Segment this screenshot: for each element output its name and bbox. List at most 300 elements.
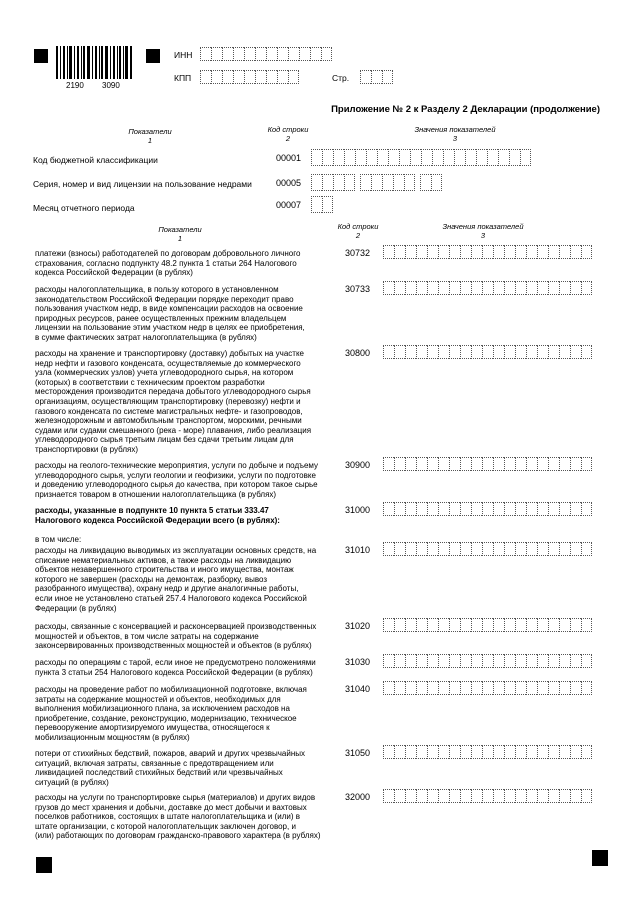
entry-cell[interactable] xyxy=(548,245,559,259)
entry-cell[interactable] xyxy=(405,245,416,259)
entry-cell[interactable] xyxy=(493,345,504,359)
entry-cell[interactable] xyxy=(570,745,581,759)
entry-cell[interactable] xyxy=(482,457,493,471)
entry-cell[interactable] xyxy=(410,149,421,166)
entry-cell[interactable] xyxy=(460,745,471,759)
entry-cell[interactable] xyxy=(438,654,449,668)
entry-cell[interactable] xyxy=(460,281,471,295)
entry-cell[interactable] xyxy=(431,174,442,191)
entry-cell[interactable] xyxy=(570,281,581,295)
entry-cell[interactable] xyxy=(222,47,233,61)
entry-cell[interactable] xyxy=(427,542,438,556)
entry-cell[interactable] xyxy=(427,457,438,471)
entry-cell[interactable] xyxy=(526,789,537,803)
entry-cell[interactable] xyxy=(515,502,526,516)
entry-cell[interactable] xyxy=(449,502,460,516)
row-code: 31010 xyxy=(345,545,371,555)
entry-cell[interactable] xyxy=(377,149,388,166)
entry-cell[interactable] xyxy=(366,149,377,166)
entry-cell[interactable] xyxy=(233,70,244,84)
entry-cell[interactable] xyxy=(581,745,592,759)
entry-cell[interactable] xyxy=(383,245,394,259)
entry-cell[interactable] xyxy=(548,457,559,471)
entry-cell[interactable] xyxy=(526,281,537,295)
entry-cell[interactable] xyxy=(526,681,537,695)
row-value-cells[interactable] xyxy=(383,345,592,359)
entry-cell[interactable] xyxy=(333,149,344,166)
entry-cell[interactable] xyxy=(383,789,394,803)
entry-cell[interactable] xyxy=(581,542,592,556)
entry-cell[interactable] xyxy=(394,281,405,295)
entry-cell[interactable] xyxy=(344,149,355,166)
row-label-line: расходы на ликвидацию выводимых из эксплуатации основных средств, на xyxy=(35,546,317,555)
entry-cell[interactable] xyxy=(333,174,344,191)
entry-cell[interactable] xyxy=(438,618,449,632)
entry-cell[interactable] xyxy=(416,681,427,695)
entry-cell[interactable] xyxy=(471,618,482,632)
entry-cell[interactable] xyxy=(493,245,504,259)
entry-cell[interactable] xyxy=(393,174,404,191)
entry-cell[interactable] xyxy=(460,457,471,471)
entry-cell[interactable] xyxy=(383,281,394,295)
entry-cell[interactable] xyxy=(526,618,537,632)
entry-cell[interactable] xyxy=(299,47,310,61)
entry-cell[interactable] xyxy=(277,47,288,61)
entry-cell[interactable] xyxy=(383,345,394,359)
entry-cell[interactable] xyxy=(449,542,460,556)
entry-cell[interactable] xyxy=(504,681,515,695)
entry-cell[interactable] xyxy=(233,47,244,61)
entry-cell[interactable] xyxy=(504,542,515,556)
row-label-line: (которых) в соответствии с техническим проектом разработки xyxy=(35,377,265,387)
entry-cell[interactable] xyxy=(471,745,482,759)
entry-cell[interactable] xyxy=(438,345,449,359)
entry-cell[interactable] xyxy=(200,70,211,84)
entry-cell[interactable] xyxy=(581,654,592,668)
entry-cell[interactable] xyxy=(416,789,427,803)
entry-cell[interactable] xyxy=(438,457,449,471)
entry-cell[interactable] xyxy=(471,502,482,516)
entry-cell[interactable] xyxy=(548,618,559,632)
entry-cell[interactable] xyxy=(548,654,559,668)
entry-cell[interactable] xyxy=(570,457,581,471)
entry-cell[interactable] xyxy=(394,345,405,359)
entry-cell[interactable] xyxy=(438,502,449,516)
entry-cell[interactable] xyxy=(504,618,515,632)
entry-cell[interactable] xyxy=(394,457,405,471)
entry-cell[interactable] xyxy=(394,542,405,556)
entry-cell[interactable] xyxy=(460,542,471,556)
entry-cell[interactable] xyxy=(471,789,482,803)
entry-cell[interactable] xyxy=(537,502,548,516)
entry-cell[interactable] xyxy=(559,618,570,632)
entry-cell[interactable] xyxy=(404,174,415,191)
entry-cell[interactable] xyxy=(266,70,277,84)
row-value-cells[interactable] xyxy=(383,542,592,556)
page-cells[interactable] xyxy=(360,70,393,84)
entry-cell[interactable] xyxy=(460,618,471,632)
entry-cell[interactable] xyxy=(526,542,537,556)
entry-cell[interactable] xyxy=(526,457,537,471)
entry-cell[interactable] xyxy=(394,502,405,516)
entry-cell[interactable] xyxy=(399,149,410,166)
entry-cell[interactable] xyxy=(427,502,438,516)
entry-cell[interactable] xyxy=(449,654,460,668)
entry-cell[interactable] xyxy=(498,149,509,166)
entry-cell[interactable] xyxy=(515,681,526,695)
row-label-line: транспортировки (в рублях) xyxy=(35,444,138,454)
entry-cell[interactable] xyxy=(394,745,405,759)
entry-cell[interactable] xyxy=(559,345,570,359)
entry-cell[interactable] xyxy=(443,149,454,166)
entry-cell[interactable] xyxy=(515,245,526,259)
entry-cell[interactable] xyxy=(416,654,427,668)
entry-cell[interactable] xyxy=(515,745,526,759)
row-label-line: (или) работающих по договорам гражданско-правового характера (в рублях) xyxy=(35,831,321,841)
entry-cell[interactable] xyxy=(526,245,537,259)
entry-cell[interactable] xyxy=(504,245,515,259)
entry-cell[interactable] xyxy=(405,618,416,632)
row-label-line: железнодорожным и автомобильным транспортом, морскими, речными xyxy=(35,416,302,426)
row-value-cells[interactable] xyxy=(383,281,592,295)
entry-cell[interactable] xyxy=(482,681,493,695)
row-label-line: расходы на проведение работ по мобилизационной подготовке, включая xyxy=(35,685,307,694)
entry-cell[interactable] xyxy=(449,245,460,259)
entry-cell[interactable] xyxy=(405,542,416,556)
entry-cell[interactable] xyxy=(322,149,333,166)
entry-cell[interactable] xyxy=(504,654,515,668)
entry-cell[interactable] xyxy=(548,745,559,759)
entry-cell[interactable] xyxy=(427,789,438,803)
entry-cell[interactable] xyxy=(570,681,581,695)
kpp-label: КПП xyxy=(174,73,192,83)
entry-cell[interactable] xyxy=(427,345,438,359)
entry-cell[interactable] xyxy=(394,654,405,668)
entry-cell[interactable] xyxy=(493,542,504,556)
entry-cell[interactable] xyxy=(471,542,482,556)
entry-cell[interactable] xyxy=(371,174,382,191)
entry-cell[interactable] xyxy=(405,654,416,668)
row-value-cells[interactable] xyxy=(383,789,592,803)
entry-cell[interactable] xyxy=(405,457,416,471)
entry-cell[interactable] xyxy=(449,281,460,295)
entry-cell[interactable] xyxy=(482,281,493,295)
entry-cell[interactable] xyxy=(383,618,394,632)
entry-cell[interactable] xyxy=(559,542,570,556)
kbk-cells[interactable] xyxy=(311,149,531,166)
entry-cell[interactable] xyxy=(211,70,222,84)
entry-cell[interactable] xyxy=(537,542,548,556)
entry-cell[interactable] xyxy=(405,745,416,759)
entry-cell[interactable] xyxy=(482,654,493,668)
entry-cell[interactable] xyxy=(465,149,476,166)
entry-cell[interactable] xyxy=(266,47,277,61)
entry-cell[interactable] xyxy=(438,542,449,556)
entry-cell[interactable] xyxy=(515,654,526,668)
entry-cell[interactable] xyxy=(581,245,592,259)
entry-cell[interactable] xyxy=(427,745,438,759)
entry-cell[interactable] xyxy=(515,457,526,471)
entry-cell[interactable] xyxy=(405,502,416,516)
inn-cells[interactable] xyxy=(200,47,332,61)
entry-cell[interactable] xyxy=(493,457,504,471)
entry-cell[interactable] xyxy=(460,245,471,259)
entry-cell[interactable] xyxy=(322,196,333,213)
row-value-cells[interactable] xyxy=(383,245,592,259)
entry-cell[interactable] xyxy=(537,789,548,803)
entry-cell[interactable] xyxy=(449,618,460,632)
entry-cell[interactable] xyxy=(581,281,592,295)
entry-cell[interactable] xyxy=(416,345,427,359)
entry-cell[interactable] xyxy=(537,681,548,695)
entry-cell[interactable] xyxy=(537,245,548,259)
entry-cell[interactable] xyxy=(570,654,581,668)
entry-cell[interactable] xyxy=(438,745,449,759)
entry-cell[interactable] xyxy=(288,70,299,84)
entry-cell[interactable] xyxy=(394,618,405,632)
entry-cell[interactable] xyxy=(200,47,211,61)
entry-cell[interactable] xyxy=(559,745,570,759)
entry-cell[interactable] xyxy=(360,70,371,84)
kpp-cells[interactable] xyxy=(200,70,299,84)
entry-cell[interactable] xyxy=(559,245,570,259)
entry-cell[interactable] xyxy=(482,245,493,259)
entry-cell[interactable] xyxy=(388,149,399,166)
entry-cell[interactable] xyxy=(504,457,515,471)
entry-cell[interactable] xyxy=(537,457,548,471)
entry-cell[interactable] xyxy=(482,542,493,556)
entry-cell[interactable] xyxy=(394,245,405,259)
entry-cell[interactable] xyxy=(416,245,427,259)
entry-cell[interactable] xyxy=(416,502,427,516)
entry-cell[interactable] xyxy=(360,174,371,191)
entry-cell[interactable] xyxy=(416,745,427,759)
entry-cell[interactable] xyxy=(371,70,382,84)
entry-cell[interactable] xyxy=(311,149,322,166)
entry-cell[interactable] xyxy=(416,457,427,471)
entry-cell[interactable] xyxy=(427,618,438,632)
entry-cell[interactable] xyxy=(526,345,537,359)
entry-cell[interactable] xyxy=(537,345,548,359)
entry-cell[interactable] xyxy=(548,281,559,295)
entry-cell[interactable] xyxy=(493,618,504,632)
entry-cell[interactable] xyxy=(471,457,482,471)
entry-cell[interactable] xyxy=(482,789,493,803)
entry-cell[interactable] xyxy=(537,281,548,295)
entry-cell[interactable] xyxy=(460,789,471,803)
entry-cell[interactable] xyxy=(482,345,493,359)
entry-cell[interactable] xyxy=(416,618,427,632)
entry-cell[interactable] xyxy=(559,281,570,295)
entry-cell[interactable] xyxy=(504,502,515,516)
entry-cell[interactable] xyxy=(471,281,482,295)
entry-cell[interactable] xyxy=(432,149,443,166)
entry-cell[interactable] xyxy=(537,745,548,759)
entry-cell[interactable] xyxy=(438,281,449,295)
month-cells[interactable] xyxy=(311,196,333,213)
entry-cell[interactable] xyxy=(548,502,559,516)
entry-cell[interactable] xyxy=(526,654,537,668)
entry-cell[interactable] xyxy=(427,245,438,259)
entry-cell[interactable] xyxy=(482,502,493,516)
entry-cell[interactable] xyxy=(471,245,482,259)
entry-cell[interactable] xyxy=(382,174,393,191)
entry-cell[interactable] xyxy=(421,149,432,166)
entry-cell[interactable] xyxy=(559,654,570,668)
license-cells-row[interactable] xyxy=(311,174,447,191)
entry-cell[interactable] xyxy=(559,457,570,471)
entry-cell[interactable] xyxy=(427,681,438,695)
row-label xyxy=(35,285,335,343)
entry-cell[interactable] xyxy=(537,654,548,668)
entry-cell[interactable] xyxy=(471,681,482,695)
entry-cell[interactable] xyxy=(471,654,482,668)
entry-cell[interactable] xyxy=(548,345,559,359)
entry-cell[interactable] xyxy=(493,502,504,516)
entry-cell[interactable] xyxy=(244,70,255,84)
entry-cell[interactable] xyxy=(211,47,222,61)
entry-cell[interactable] xyxy=(322,174,333,191)
entry-cell[interactable] xyxy=(526,745,537,759)
entry-cell[interactable] xyxy=(277,70,288,84)
entry-cell[interactable] xyxy=(504,745,515,759)
entry-cell[interactable] xyxy=(460,681,471,695)
entry-cell[interactable] xyxy=(438,681,449,695)
entry-cell[interactable] xyxy=(405,345,416,359)
entry-cell[interactable] xyxy=(438,245,449,259)
entry-cell[interactable] xyxy=(471,345,482,359)
entry-cell[interactable] xyxy=(493,789,504,803)
entry-cell[interactable] xyxy=(449,457,460,471)
entry-cell[interactable] xyxy=(559,502,570,516)
entry-cell[interactable] xyxy=(581,681,592,695)
entry-cell[interactable] xyxy=(504,789,515,803)
entry-cell[interactable] xyxy=(460,345,471,359)
entry-cell[interactable] xyxy=(581,618,592,632)
entry-cell[interactable] xyxy=(449,345,460,359)
entry-cell[interactable] xyxy=(420,174,431,191)
entry-cell[interactable] xyxy=(559,681,570,695)
row-code: 31050 xyxy=(345,748,371,758)
entry-cell[interactable] xyxy=(383,542,394,556)
entry-cell[interactable] xyxy=(427,281,438,295)
entry-cell[interactable] xyxy=(570,245,581,259)
page-title: Приложение № 2 к Разделу 2 Декларации (продолжение) xyxy=(331,104,600,115)
entry-cell[interactable] xyxy=(504,345,515,359)
row-label-line: ситуаций, включая затраты, связанные с предотвращением или xyxy=(35,758,274,768)
entry-cell[interactable] xyxy=(548,542,559,556)
entry-cell[interactable] xyxy=(537,618,548,632)
row-value-cells[interactable] xyxy=(383,745,592,759)
entry-cell[interactable] xyxy=(244,47,255,61)
entry-cell[interactable] xyxy=(581,789,592,803)
entry-cell[interactable] xyxy=(394,789,405,803)
entry-cell[interactable] xyxy=(383,681,394,695)
entry-cell[interactable] xyxy=(482,618,493,632)
row-value-cells[interactable] xyxy=(383,654,592,668)
entry-cell[interactable] xyxy=(344,174,355,191)
entry-cell[interactable] xyxy=(382,70,393,84)
entry-cell[interactable] xyxy=(559,789,570,803)
entry-cell[interactable] xyxy=(570,502,581,516)
entry-cell[interactable] xyxy=(570,789,581,803)
entry-cell[interactable] xyxy=(438,789,449,803)
entry-cell[interactable] xyxy=(405,681,416,695)
entry-cell[interactable] xyxy=(355,149,366,166)
entry-cell[interactable] xyxy=(515,542,526,556)
entry-cell[interactable] xyxy=(416,542,427,556)
row-value-cells[interactable] xyxy=(383,502,592,516)
entry-cell[interactable] xyxy=(394,681,405,695)
row-value-cells[interactable] xyxy=(383,618,592,632)
entry-cell[interactable] xyxy=(310,47,321,61)
entry-cell[interactable] xyxy=(449,745,460,759)
entry-cell[interactable] xyxy=(581,457,592,471)
entry-cell[interactable] xyxy=(383,745,394,759)
entry-cell[interactable] xyxy=(526,502,537,516)
row-label-line: пользования участком недр, в виде компенсации расходов на освоение xyxy=(35,304,303,314)
entry-cell[interactable] xyxy=(449,789,460,803)
entry-cell[interactable] xyxy=(493,654,504,668)
entry-cell[interactable] xyxy=(515,345,526,359)
entry-cell[interactable] xyxy=(311,196,322,213)
entry-cell[interactable] xyxy=(405,789,416,803)
entry-cell[interactable] xyxy=(222,70,233,84)
entry-cell[interactable] xyxy=(255,70,266,84)
corner-marker-bottom-right xyxy=(592,850,608,866)
entry-cell[interactable] xyxy=(581,345,592,359)
entry-cell[interactable] xyxy=(570,618,581,632)
entry-cell[interactable] xyxy=(548,789,559,803)
entry-cell[interactable] xyxy=(255,47,266,61)
entry-cell[interactable] xyxy=(460,654,471,668)
entry-cell[interactable] xyxy=(416,281,427,295)
entry-cell[interactable] xyxy=(383,502,394,516)
entry-cell[interactable] xyxy=(460,502,471,516)
entry-cell[interactable] xyxy=(581,502,592,516)
row-label xyxy=(35,658,335,677)
entry-cell[interactable] xyxy=(515,618,526,632)
entry-cell[interactable] xyxy=(493,745,504,759)
entry-cell[interactable] xyxy=(449,681,460,695)
entry-cell[interactable] xyxy=(311,174,322,191)
row-value-cells[interactable] xyxy=(383,457,592,471)
entry-cell[interactable] xyxy=(454,149,465,166)
entry-cell[interactable] xyxy=(476,149,487,166)
entry-cell[interactable] xyxy=(383,654,394,668)
entry-cell[interactable] xyxy=(504,281,515,295)
row-label xyxy=(35,506,335,525)
entry-cell[interactable] xyxy=(548,681,559,695)
entry-cell[interactable] xyxy=(493,281,504,295)
entry-cell[interactable] xyxy=(515,281,526,295)
entry-cell[interactable] xyxy=(405,281,416,295)
entry-cell[interactable] xyxy=(570,542,581,556)
entry-cell[interactable] xyxy=(487,149,498,166)
entry-cell[interactable] xyxy=(515,789,526,803)
entry-cell[interactable] xyxy=(321,47,332,61)
row-label-line: разобранного имущества), охрану недр и другие аналогичные работы, xyxy=(35,584,299,594)
entry-cell[interactable] xyxy=(570,345,581,359)
entry-cell[interactable] xyxy=(383,457,394,471)
entry-cell[interactable] xyxy=(427,654,438,668)
entry-cell[interactable] xyxy=(288,47,299,61)
entry-cell[interactable] xyxy=(509,149,520,166)
entry-cell[interactable] xyxy=(482,745,493,759)
entry-cell[interactable] xyxy=(520,149,531,166)
entry-cell[interactable] xyxy=(493,681,504,695)
row-value-cells[interactable] xyxy=(383,681,592,695)
